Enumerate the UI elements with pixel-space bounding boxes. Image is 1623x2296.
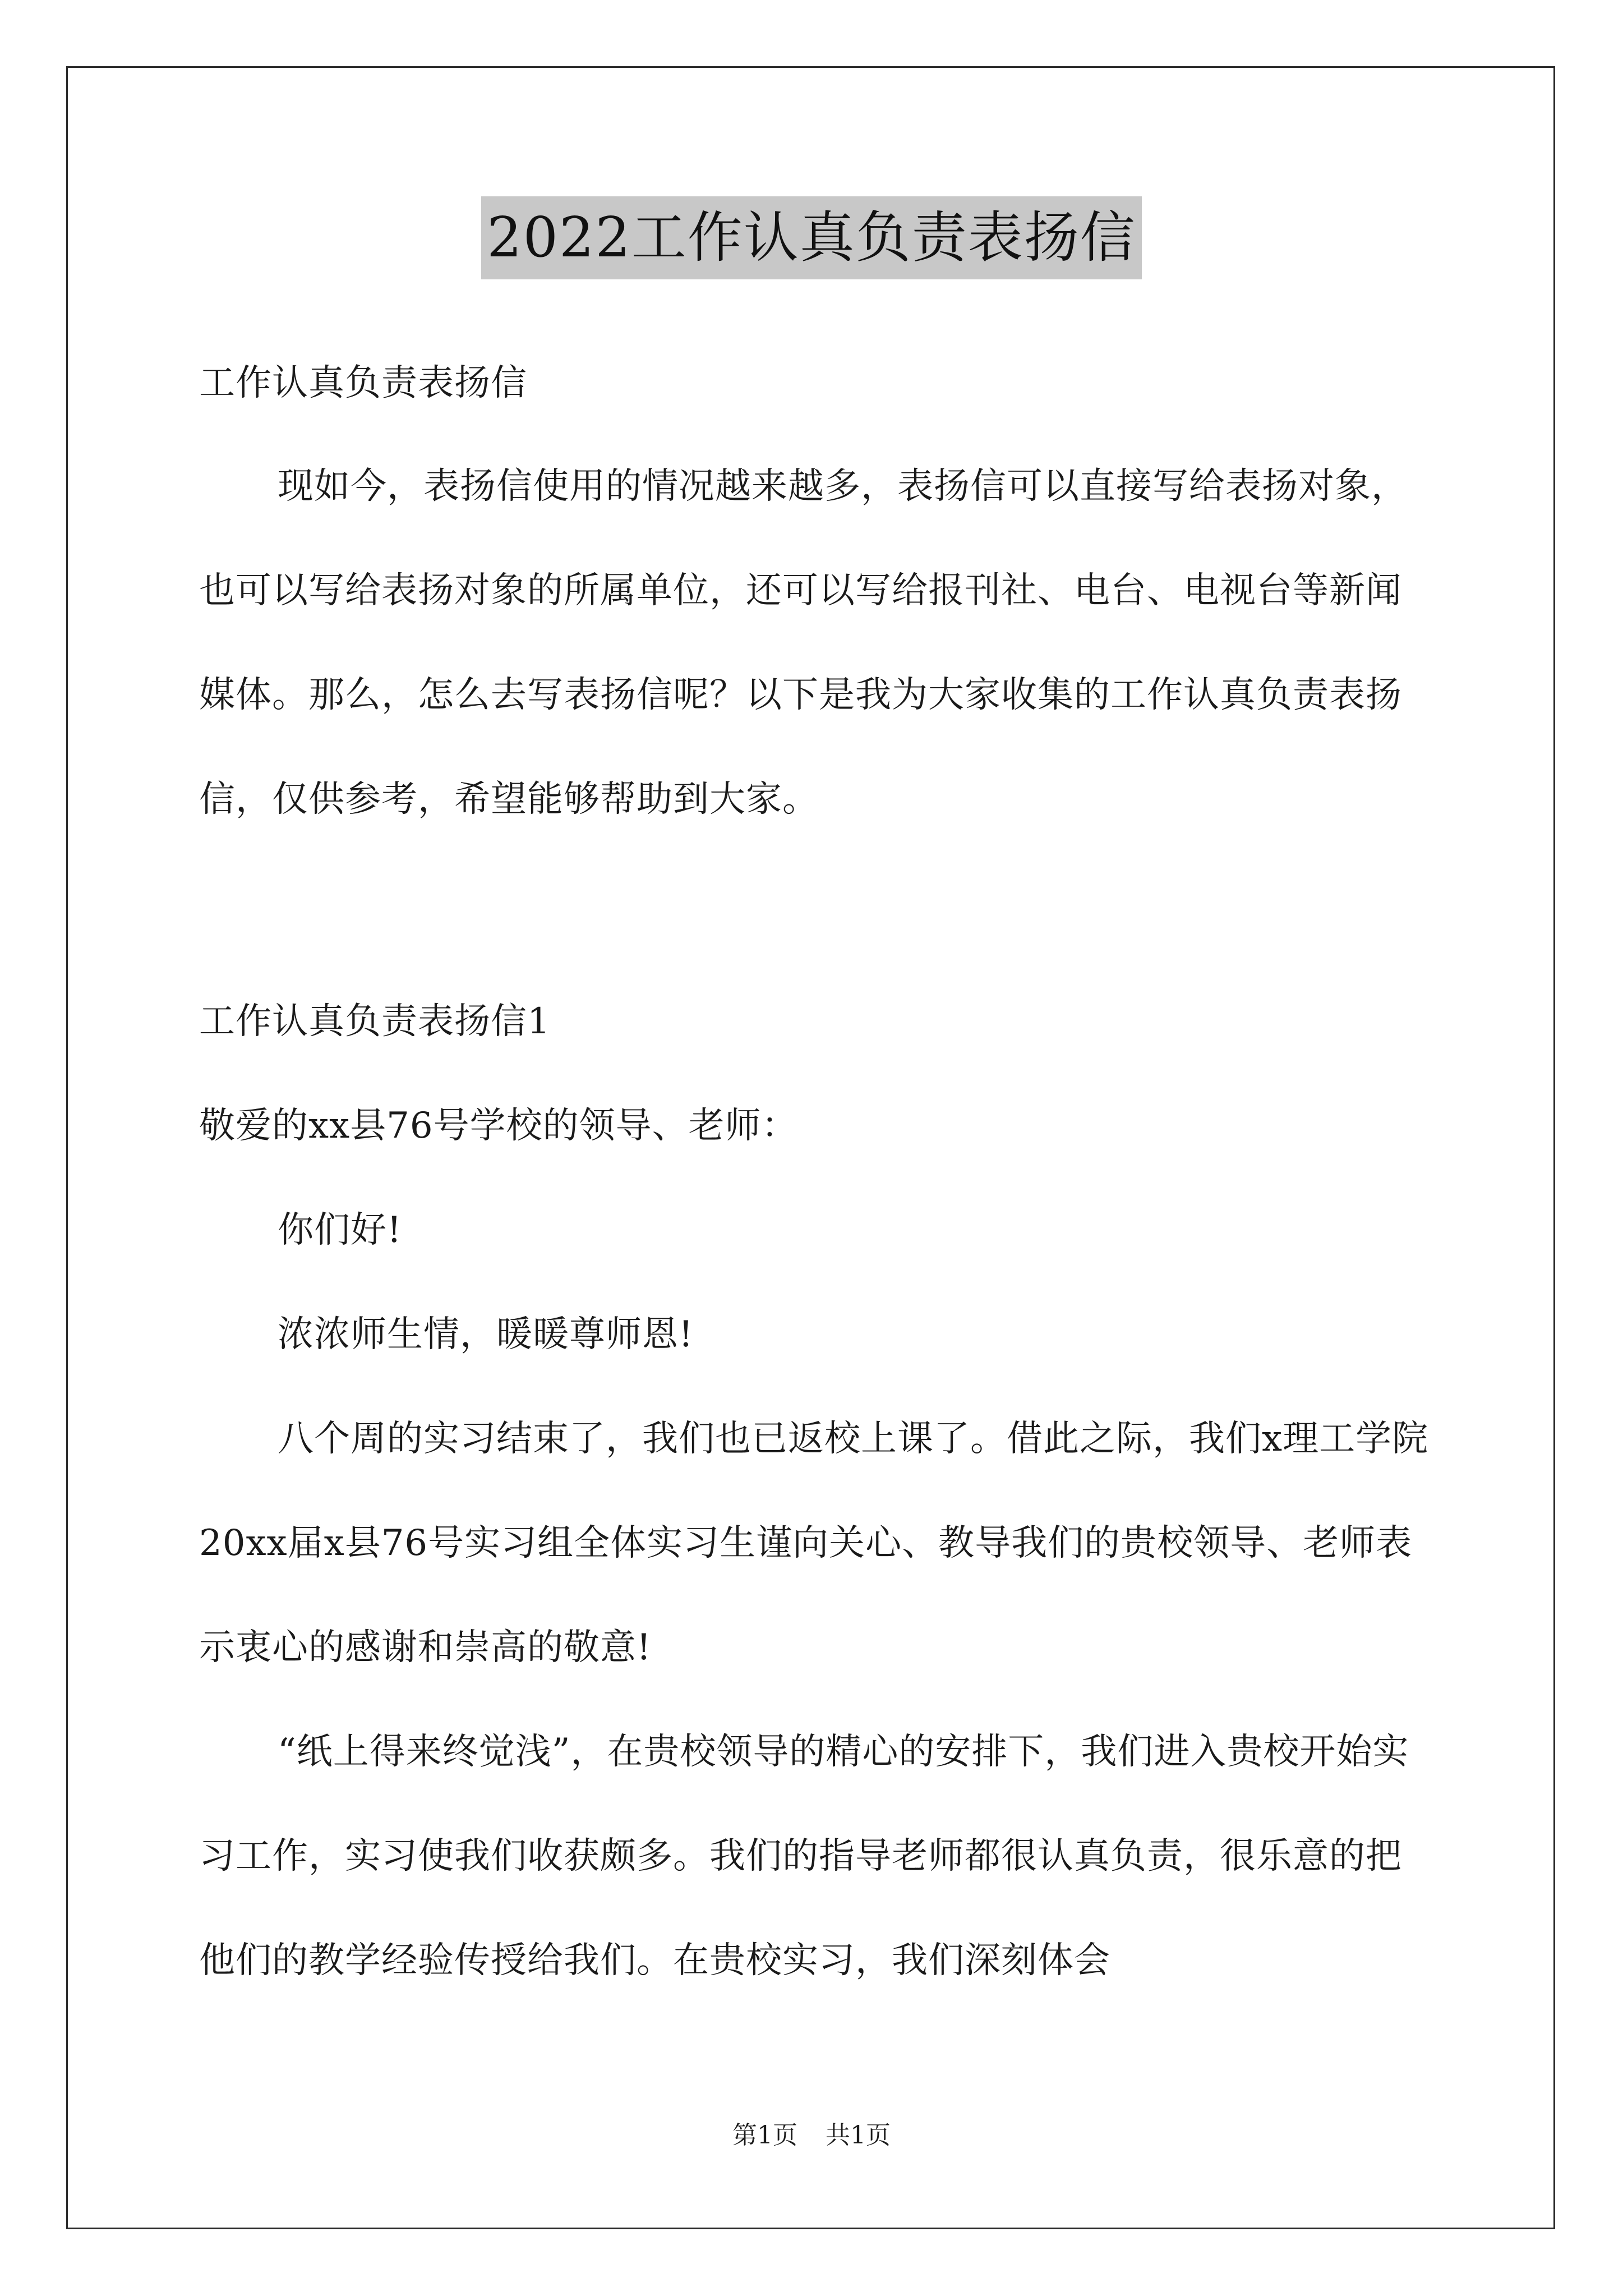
title-container [0,196,1623,279]
document-subtitle-block [199,331,1433,435]
page-total: 共1页 [826,2121,891,2150]
intro-paragraph: 现如今，表扬信使用的情况越来越多，表扬信可以直接写给表扬对象，也可以写给表扬对象的所属单位，还可以写给报刊社、电台、电视台等新闻媒体。那么，怎么去写表扬信呢？以下是我为大家收集的工作认真负责表扬信，仅供参考，希望能够帮助到大家。 [199,466,1408,820]
salutation: 敬爱的xx县76号学校的领导、老师： [199,1105,798,1147]
page-footer [0,2115,1623,2151]
letter-line-1: 浓浓师生情，暖暖尊师恩! [278,1314,694,1355]
letter-paragraph-2: “纸上得来终觉浅”，在贵校领导的精心的安排下，我们进入贵校开始实习工作，实习使我们收获颇多。我们的指导老师都很认真负责，很乐意的把他们的教学经验传授给我们。在贵校实习，我们深刻体会 [199,1731,1409,1981]
intro-block [199,434,1433,852]
greeting: 你们好! [278,1209,402,1251]
document-subtitle: 工作认真负责表扬信 [199,362,527,404]
section-heading: 工作认真负责表扬信1 [199,1001,551,1042]
document-title: 2022工作认真负责表扬信 [481,196,1141,279]
letter-paragraph-1: 八个周的实习结束了，我们也已返校上课了。借此之际，我们x理工学院20xx届x县76号实习组全体实习生谨向关心、教导我们的贵校领导、老师表示衷心的感谢和崇高的敬意! [199,1418,1429,1668]
letter-section [199,969,1433,2013]
page-number: 第1页 [732,2121,797,2150]
